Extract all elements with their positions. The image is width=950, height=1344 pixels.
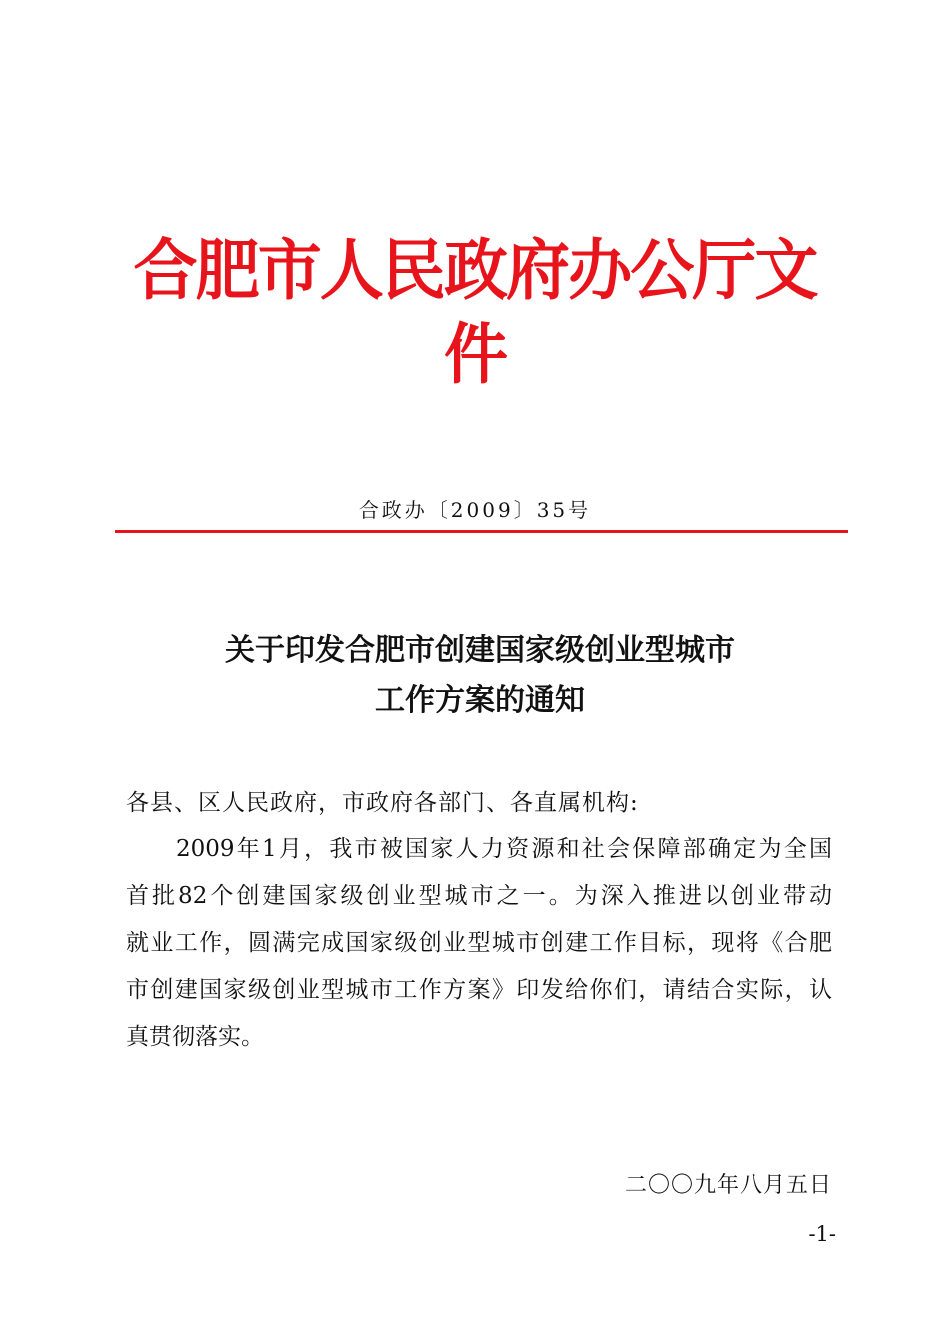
- notice-title: [100, 626, 860, 726]
- body-line-5: 真贯彻落实。: [126, 1024, 264, 1050]
- header-title-line-2: 件: [443, 315, 507, 393]
- notice-title-line-1: 关于印发合肥市创建国家级创业型城市: [225, 633, 735, 668]
- page-number: -1-: [808, 1222, 836, 1246]
- body-paragraph: [126, 826, 832, 1061]
- salutation: 各县、区人民政府，市政府各部门、各直属机构:: [126, 790, 639, 816]
- body-line-1: 2009年1月，我市被国家人力资源和社会保障部确定为全国: [176, 836, 832, 862]
- issue-date: 二〇〇九年八月五日: [624, 1173, 832, 1198]
- body-line-2: 首批82个创建国家级创业型城市之一。为深入推进以创业带动: [126, 883, 832, 909]
- body-line-4: 市创建国家级创业型城市工作方案》印发给你们，请结合实际，认: [126, 977, 832, 1003]
- notice-title-line-2: 工作方案的通知: [375, 683, 585, 718]
- red-divider-line: [115, 530, 848, 533]
- document-header-title: [131, 228, 820, 396]
- body-line-3: 就业工作，圆满完成国家级创业型城市创建工作目标，现将《合肥: [126, 930, 832, 956]
- header-title-line-1: 合肥市人民政府办公厅文: [133, 231, 817, 309]
- document-number: 合政办〔2009〕35号: [358, 498, 592, 522]
